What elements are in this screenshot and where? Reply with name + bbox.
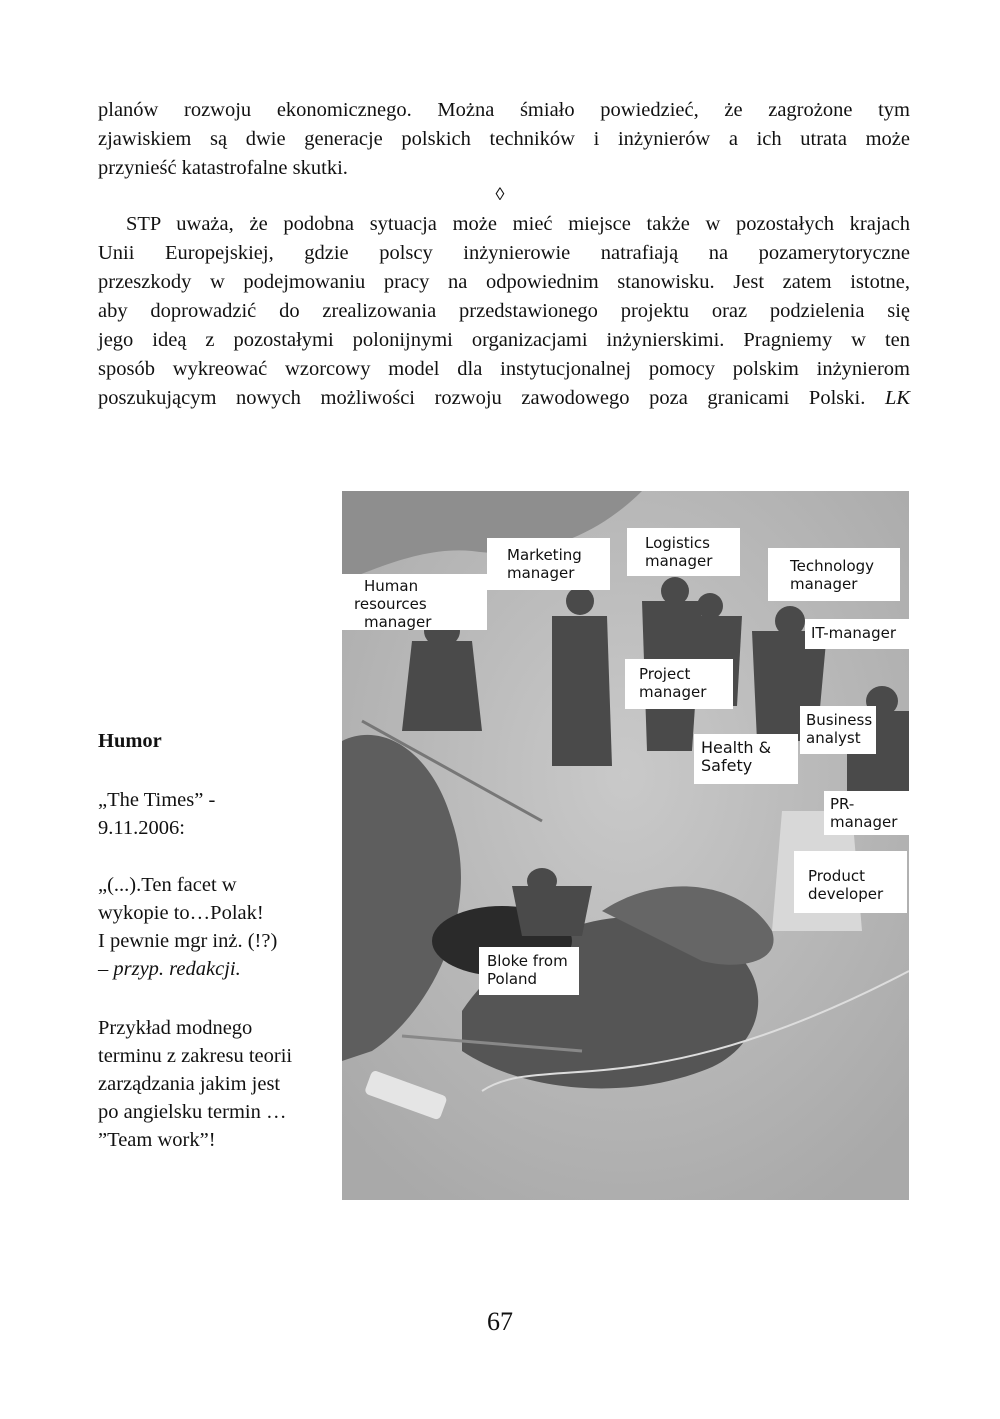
label-text: manager — [364, 613, 432, 631]
text-line: zjawiskiem są dwie generacje polskich techników i inżynierów a ich utrata może — [98, 128, 910, 150]
example-line: terminu z zakresu teorii — [98, 1045, 293, 1067]
paragraph-stp — [98, 210, 910, 413]
label-text: Safety — [701, 756, 753, 775]
humor-source — [98, 786, 338, 842]
label-text: Marketing — [507, 546, 582, 564]
label-health-safety — [694, 734, 798, 784]
author-signature: LK — [884, 387, 911, 409]
example-line: zarządzania jakim jest — [98, 1073, 281, 1095]
label-text: Technology — [790, 557, 875, 575]
label-text: analyst — [806, 729, 861, 747]
label-text: Bloke from — [487, 952, 568, 970]
label-logistics — [627, 528, 740, 576]
editor-note: – przyp. redakcji. — [98, 958, 241, 980]
text-line: sposób wykreować wzorcowy model dla instytucjonalnej pomocy polskim inżynierom — [98, 358, 910, 380]
label-technology — [768, 548, 900, 601]
label-text: developer — [808, 885, 884, 903]
label-text: Health & — [701, 738, 772, 757]
text-line: poszukującym nowych możliwości rozwoju zawodowego poza granicami Polski. — [98, 387, 866, 409]
humor-quote — [98, 871, 338, 983]
example-line: ”Team work”! — [98, 1129, 216, 1151]
label-text: PR- — [830, 795, 855, 813]
section-separator-diamond: ◊ — [495, 184, 505, 204]
text-line: Unii Europejskiej, gdzie polscy inżynierowie natrafiają na pozamerytoryczne — [98, 242, 910, 264]
paragraph-continuation — [98, 96, 910, 183]
source-line: „The Times” - — [98, 789, 216, 811]
humor-heading: Humor — [98, 730, 162, 752]
text-line: przynieść katastrofalne skutki. — [98, 157, 348, 179]
page-number: 67 — [487, 1307, 513, 1336]
label-marketing — [487, 538, 610, 590]
quote-line: I pewnie mgr inż. (!?) — [98, 930, 278, 952]
label-bloke-from-poland — [479, 947, 579, 995]
label-text: Poland — [487, 970, 538, 988]
label-text: manager — [639, 683, 707, 701]
label-text: Human — [364, 577, 419, 595]
label-business — [800, 706, 876, 754]
label-text: manager — [830, 813, 898, 831]
quote-line: wykopie to…Polak! — [98, 902, 264, 924]
text-line-with-signature — [98, 384, 910, 413]
label-text: Product — [808, 867, 865, 885]
label-text: Project — [639, 665, 691, 683]
label-project — [625, 659, 733, 709]
quote-line: „(...).Ten facet w — [98, 874, 237, 896]
team-work-photo — [342, 491, 909, 1200]
label-text: Business — [806, 711, 873, 729]
text-line: planów rozwoju ekonomicznego. Można śmiało powiedzieć, że zagrożone tym — [98, 99, 910, 121]
label-hr — [342, 574, 487, 630]
label-text: manager — [790, 575, 858, 593]
label-text: manager — [507, 564, 575, 582]
label-pr — [824, 791, 909, 835]
text-line: aby doprowadzić do zrealizowania przedstawionego projektu oraz podzielenia się — [98, 300, 910, 322]
label-it — [805, 619, 909, 649]
example-line: Przykład modnego — [98, 1017, 253, 1039]
label-text: resources — [354, 595, 427, 613]
text-line: STP uważa, że podobna sytuacja może mieć miejsce także w pozostałych krajach — [126, 213, 910, 235]
label-product — [794, 851, 907, 913]
label-text: IT-manager — [811, 624, 897, 642]
text-line: przeszkody w podejmowaniu pracy na odpowiednim stanowisku. Jest zatem istotne, — [98, 271, 910, 293]
text-line: jego ideą z pozostałymi polonijnymi organizacjami inżynierskimi. Pragniemy w ten — [98, 329, 910, 351]
label-text: Logistics — [645, 534, 710, 552]
example-line: po angielsku termin … — [98, 1101, 287, 1123]
source-line: 9.11.2006: — [98, 817, 185, 839]
humor-example — [98, 1014, 338, 1154]
label-text: manager — [645, 552, 713, 570]
